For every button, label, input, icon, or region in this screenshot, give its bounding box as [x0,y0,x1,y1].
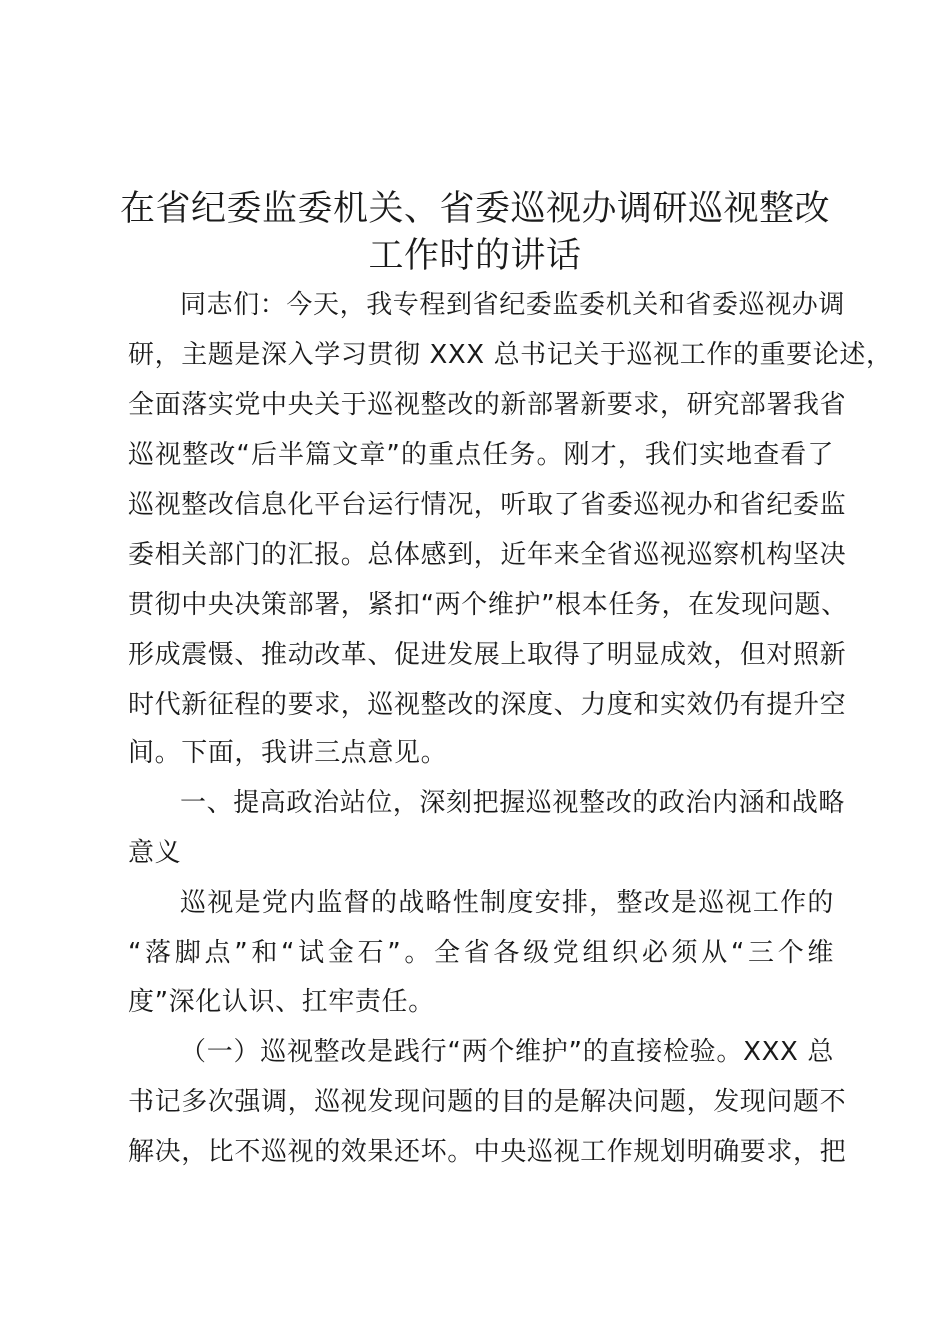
section-heading-line-1: 一、提高政治站位，深刻把握巡视整改的政治内涵和战略 [180,788,846,818]
text-line-10: 间。下面，我讲三点意见。 [128,738,448,768]
text-line-5: 巡视整改信息化平台运行情况，听取了省委巡视办和省纪委监 [128,490,847,520]
document-title-line-1: 在省纪委监委机关、省委巡视办调研巡视整改 [120,189,831,229]
text-line-2: 研，主题是深入学习贯彻 XXX 总书记关于巡视工作的重要论述， [128,340,893,370]
text-line-14: “落脚点”和“试金石”。全省各级党组织必须从“三个维 [128,938,834,968]
text-line-3: 全面落实党中央关于巡视整改的新部署新要求，研究部署我省 [128,390,847,420]
text-line-13: 巡视是党内监督的战略性制度安排，整改是巡视工作的 [180,888,834,918]
document-title-line-2: 工作时的讲话 [368,236,582,276]
text-line-6: 委相关部门的汇报。总体感到，近年来全省巡视巡察机构坚决 [128,540,847,570]
text-line-4: 巡视整改“后半篇文章”的重点任务。刚才，我们实地查看了 [128,440,834,470]
text-line-1: 同志们：今天，我专程到省纪委监委机关和省委巡视办调 [180,290,846,320]
text-line-17: 书记多次强调，巡视发现问题的目的是解决问题，发现问题不 [128,1087,847,1117]
section-heading-line-2: 意义 [128,838,182,868]
text-line-18: 解决，比不巡视的效果还坏。中央巡视工作规划明确要求，把 [128,1137,847,1167]
text-line-8: 形成震慑、推动改革、促进发展上取得了明显成效，但对照新 [128,640,847,670]
text-line-15: 度”深化认识、扛牢责任。 [128,987,435,1017]
text-line-9: 时代新征程的要求，巡视整改的深度、力度和实效仍有提升空 [128,690,847,720]
text-line-16: （一）巡视整改是践行“两个维护”的直接检验。XXX 总 [180,1037,834,1067]
text-line-7: 贯彻中央决策部署，紧扣“两个维护”根本任务，在发现问题、 [128,590,848,620]
